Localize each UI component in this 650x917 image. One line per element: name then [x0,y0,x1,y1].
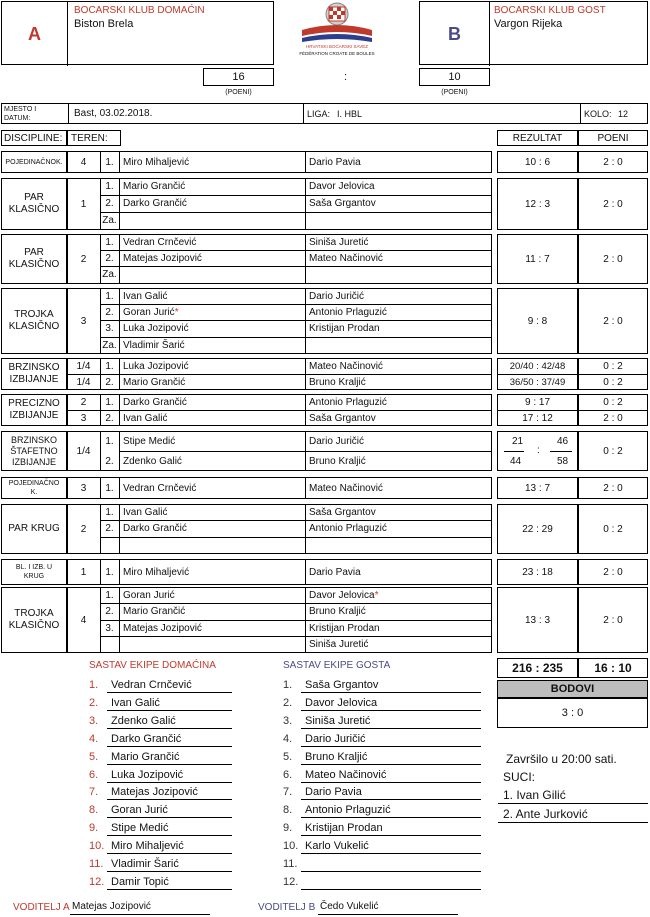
position-num: 2. [105,252,114,264]
home-player: Vedran Crnčević [123,482,197,494]
lineup-underline [107,835,232,836]
lineup-player-name: Vladimir Šarić [111,858,179,870]
result: 22 : 29 [497,504,578,554]
teren-value: 2 [80,523,87,535]
away-player: Bruno Kraljić [309,455,366,467]
home-player: Miro Mihaljević [123,566,190,578]
lineup-underline [301,764,481,765]
result: 36/50 : 37/49 [509,376,566,388]
team-b-name: Vargon Rijeka [494,18,563,30]
logo-text-2: FÉDÉRATION CROATE DE BOULES [299,51,375,56]
position-num: 1. [105,290,114,302]
lineup-number: 12. [89,875,105,888]
lineup-underline [107,853,232,854]
away-player: Kristijan Prodan [309,622,380,634]
bodovi-value: 3 : 0 [497,698,648,728]
lineup-number: 8. [89,804,99,817]
home-player: Matejas Jozipović [123,252,202,264]
lineup-number: 12. [283,875,299,888]
home-player: Goran Jurić [123,589,175,601]
teren-value: 1/4 [76,360,91,372]
lineup-player-name: Bruno Kraljić [305,750,368,763]
lineup-player-name: Dario Juričić [305,732,366,745]
lineup-underline [301,817,481,818]
away-player: Dario Juričić [309,435,365,447]
score-b: 10 [419,68,490,86]
kolo-label: KOLO: [584,109,612,119]
judge-1: 1. Ivan Gilić [503,788,566,802]
place-value: Bast, 03.02.2018. [74,108,153,119]
result: 9 : 17 [524,396,551,408]
position-num: 2. [105,606,114,617]
lineup-player-name: Davor Jelovica [305,696,378,709]
position-num: 2. [105,198,114,209]
teren-value: 2 [80,253,87,265]
result: 17 : 12 [522,412,553,424]
position-num: 3. [105,323,114,334]
liga-label: LIGA: [307,109,331,119]
voditelj-b-label: VODITELJ B [258,902,316,913]
result: 13 : 7 [497,477,578,499]
position-num: 2. [105,306,114,318]
lineup-player-name: Karlo Vukelić [305,840,369,853]
position-num: 2. [105,523,114,534]
teren-value: 1 [80,198,87,210]
discipline-label: POJEDINAČNO K. [1,151,67,173]
lineup-player-name: Vedran Crnčević [111,679,192,691]
team-a-name: Biston Brela [74,18,134,30]
voditelj-a-label: VODITELJ A [13,902,70,913]
home-player: Goran Jurić * [123,306,179,318]
lineup-number: 2. [89,696,99,709]
home-player: Ivan Galić [123,290,168,302]
lineup-number: 11. [89,858,104,870]
position-num: Za. [102,215,117,226]
lineup-player-name: Darko Grančić [111,732,182,745]
lineup-underline [107,817,232,818]
points: 2 : 0 [578,587,648,653]
lineup-underline [301,871,481,872]
bodovi-label: BODOVI [497,680,648,698]
lineup-number: 9. [283,822,293,835]
home-player: Darko Grančić [123,198,187,209]
discipline-label: PAR KLASIČNO [1,234,67,284]
position-num: 3. [105,622,114,634]
result-separator: : [537,445,540,456]
lineup-player-name: Ivan Galić [111,696,160,709]
lineup-number: 6. [283,768,293,781]
lineup-player-name: Antonio Prlaguzić [305,804,391,817]
poeni-header: POENI [578,130,648,146]
lineup-number: 8. [283,804,293,817]
lineup-underline [301,746,481,747]
logo-text-1: HRVATSKI BOĆARSKI SAVEZ [306,44,368,49]
discipline-label: TROJKA KLASIČNO [1,587,67,653]
lineup-underline [301,782,481,783]
home-player: Luka Jozipović [123,323,189,334]
discipline-label: TROJKA KLASIČNO [1,288,67,354]
result: 9 : 8 [497,288,578,354]
away-player: Mateo Načinović [309,482,383,494]
result: 46 [557,436,569,447]
home-player: Vedran Crnčević [123,236,197,248]
team-a-box [1,1,274,65]
liga-value: I. HBL [337,109,363,119]
away-player: Mateo Načinović [309,252,383,264]
away-player: Saša Grgantov [309,412,376,424]
teren-value: 4 [80,614,87,626]
discipline-label: PAR KRUG [1,504,67,554]
lineup-underline [107,692,232,693]
away-player: Bruno Kraljić [309,376,366,388]
lineup-player-name: Mateo Načinović [305,768,387,781]
judges-label: SUCI: [503,770,536,784]
finish-time: Završilo u 20:00 sati. [506,752,617,766]
away-player: Davor Jelovica * [309,589,379,601]
lineup-player-name: Luka Jozipović [111,768,184,781]
lineup-underline [301,710,481,711]
points: 2 : 0 [578,559,648,585]
home-player: Darko Grančić [123,523,187,534]
teren-value: 1/4 [76,445,91,457]
home-player: Mario Grančić [123,606,186,617]
points: 2 : 0 [578,178,648,230]
lineup-underline [107,871,232,872]
lineup-player-name: Miro Mihaljević [111,840,184,853]
total-result: 216 : 235 [497,658,578,678]
position-num: 1. [105,482,114,494]
home-player: Stipe Medić [123,435,176,447]
score-separator: : [344,71,348,83]
lineup-player-name: Dario Pavia [305,786,362,799]
lineup-underline [301,799,481,800]
away-player: Kristijan Prodan [309,323,380,334]
lineup-number: 5. [89,750,99,763]
teren-value: 1/4 [76,376,91,388]
home-player: Luka Jozipović [123,360,189,372]
away-player: Bruno Kraljić [309,606,366,617]
position-num: 1. [105,181,114,192]
lineup-player-name: Stipe Medić [111,822,169,835]
result: 20/40 : 42/48 [509,360,566,372]
away-player: Dario Pavia [309,566,361,578]
lineup-player-name: Goran Jurić [111,804,168,817]
discipline-header: DISCIPLINE: [1,130,67,146]
away-player: Saša Grgantov [309,198,376,209]
lineup-player-name: Saša Grgantov [305,679,379,691]
lineup-underline [301,835,481,836]
discipline-label: BL. I IZB. U KRUG [1,559,67,585]
away-player: Mateo Načinović [309,360,383,372]
lineup-player-name: Siniša Juretić [305,714,371,727]
federation-logo [296,2,378,62]
lineup-underline [107,889,232,890]
result: 21 [512,436,524,447]
away-player: Saša Grgantov [309,506,376,518]
position-num: 2. [105,412,114,424]
position-num: 1. [105,566,114,578]
lineup-number: 4. [89,732,99,745]
away-player: Davor Jelovica [309,181,375,192]
position-num: 2. [105,376,114,388]
result: 10 : 6 [497,151,578,173]
result: 58 [557,456,569,467]
team-a-label: BOCARSKI KLUB DOMAĆIN [74,5,205,16]
lineup-underline [107,764,232,765]
position-num: 1. [105,506,114,518]
discipline-label: POJEDINAČNO K. [1,477,67,499]
score-a: 16 [203,68,274,86]
points: 2 : 0 [603,412,623,424]
position-num: 1. [105,156,114,168]
substitution-mark: * [174,306,179,318]
home-player: Mario Grančić [123,376,186,388]
away-player: Antonio Prlaguzić [309,523,387,534]
lineup-number: 1. [89,679,99,691]
teren-header: TEREN: [67,130,121,146]
teren-value: 3 [80,412,87,424]
poeni-label-a: (POENI) [225,89,252,96]
discipline-label: BRZINSKO ŠTAFETNO IZBIJANJE [1,431,67,471]
poeni-label-b: (POENI) [441,89,468,96]
teren-value: 3 [80,482,87,494]
result: 23 : 18 [497,559,578,585]
lineup-number: 3. [283,714,293,727]
points: 0 : 2 [578,431,648,471]
position-num: Za. [102,269,117,280]
teren-value: 1 [80,566,87,578]
lineup-number: 3. [89,714,99,727]
away-player: Siniša Juretić [309,639,369,650]
home-player: Ivan Galić [123,412,168,424]
teren-value: 2 [80,396,87,408]
judge-2: 2. Ante Jurković [503,807,588,821]
away-lineup-title: SASTAV EKIPE GOSTA [283,660,391,671]
lineup-number: 10. [89,840,105,853]
lineup-underline [107,782,232,783]
points: 2 : 0 [578,151,648,173]
position-num: 1. [105,589,114,601]
position-num: 1. [105,236,114,248]
total-points: 16 : 10 [578,658,648,678]
team-b-letter: B [420,2,490,66]
away-player: Siniša Juretić [309,236,369,248]
away-player: Dario Pavia [309,156,361,168]
home-player: Ivan Galić [123,506,168,518]
home-player: Vladimir Šarić [123,339,185,351]
teren-value: 4 [80,156,87,168]
points: 2 : 0 [578,288,648,354]
points: 0 : 2 [578,504,648,554]
away-player: Antonio Prlaguzić [309,396,387,408]
lineup-player-name: Matejas Jozipović [111,786,198,799]
position-num: 1. [105,396,114,408]
lineup-number: 7. [89,786,99,799]
away-player: Antonio Prlaguzić [309,306,387,318]
lineup-underline [107,799,232,800]
lineup-number: 10. [283,840,299,853]
points: 2 : 0 [578,477,648,499]
home-player: Matejas Jozipović [123,622,202,634]
info-row [1,103,648,124]
lineup-number: 11. [283,858,298,870]
position-num: 1. [105,435,114,447]
lineup-number: 6. [89,768,99,781]
lineup-underline [107,710,232,711]
position-num: 2. [105,455,114,467]
discipline-label: PAR KLASIČNO [1,178,67,230]
lineup-number: 7. [283,786,293,799]
lineup-number: 1. [283,679,293,691]
teren-value: 3 [80,315,87,327]
result: 11 : 7 [497,234,578,284]
points: 0 : 2 [603,360,623,372]
home-player: Darko Grančić [123,396,187,408]
team-a-letter: A [2,2,68,66]
rezultat-header: REZULTAT [497,130,578,146]
points: 0 : 2 [603,396,623,408]
lineup-player-name: Kristijan Prodan [305,822,383,835]
voditelj-b-name: Čedo Vukelić [320,901,379,912]
lineup-underline [301,889,481,890]
discipline-label: PRECIZNO IZBIJANJE [1,394,67,426]
team-b-label: BOCARSKI KLUB GOST [494,5,606,16]
position-num: Za. [102,339,117,351]
lineup-underline [301,853,481,854]
lineup-player-name: Zdenko Galić [111,714,176,727]
place-label: MJESTO I DATUM: [4,106,37,122]
lineup-number: 4. [283,732,293,745]
position-num: 1. [105,360,114,372]
lineup-number: 5. [283,750,293,763]
lineup-underline [107,746,232,747]
substitution-mark: * [374,589,379,601]
team-b-box [419,1,648,65]
lineup-underline [301,692,481,693]
result: 44 [510,456,522,467]
result: 12 : 3 [497,178,578,230]
lineup-underline [107,728,232,729]
discipline-label: BRZINSKO IZBIJANJE [1,358,67,390]
home-player: Zdenko Galić [123,455,182,467]
result: 13 : 3 [497,587,578,653]
kolo-value: 12 [618,109,629,119]
home-lineup-title: SASTAV EKIPE DOMAĆINA [89,660,216,671]
points: 2 : 0 [578,234,648,284]
home-player: Mario Grančić [123,181,186,192]
points: 0 : 2 [603,376,623,388]
lineup-player-name: Damir Topić [111,875,169,888]
lineup-underline [301,728,481,729]
lineup-number: 9. [89,822,99,835]
lineup-player-name: Mario Grančić [111,750,180,763]
home-player: Miro Mihaljević [123,156,190,168]
lineup-number: 2. [283,696,293,709]
voditelj-a-name: Matejas Jozipović [72,901,151,912]
away-player: Dario Juričić [309,290,365,302]
